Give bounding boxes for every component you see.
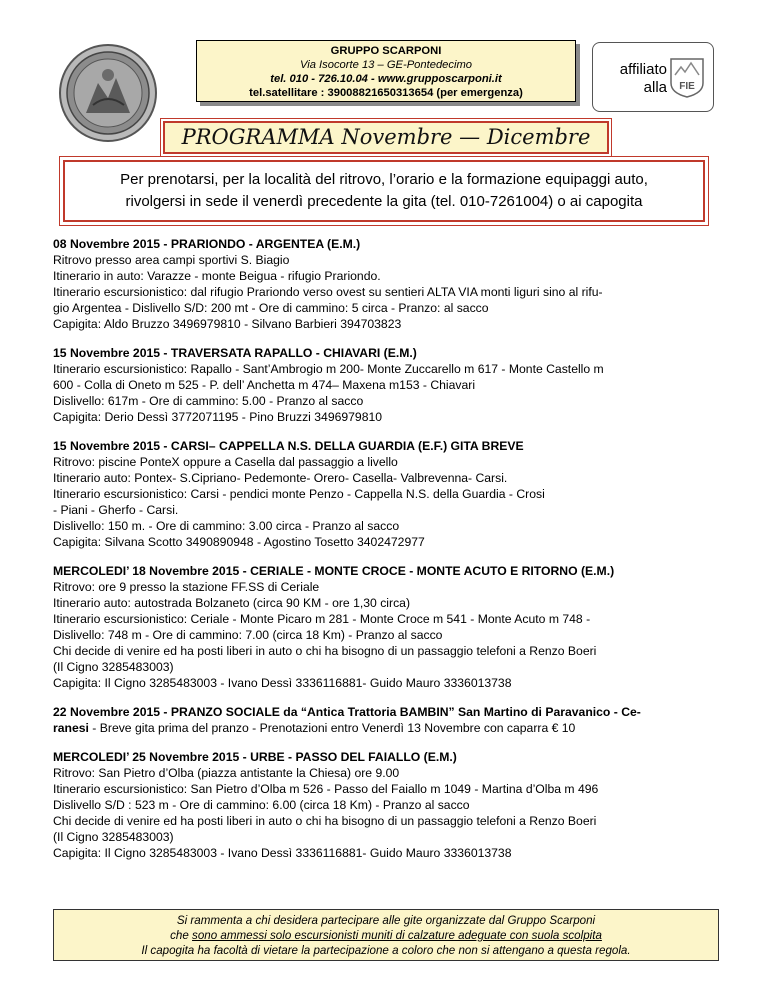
excursion-line: Ritrovo presso area campi sportivi S. Biagio	[53, 253, 290, 267]
footer-line3: Il capogita ha facoltà di vietare la partecipazione a coloro che non si attengano a questa regola.	[141, 944, 631, 957]
excursion-line: Capigita: Aldo Bruzzo 3496979810 - Silvano Barbieri 394703823	[53, 317, 402, 331]
excursion-line: Dislivello: 748 m - Ore di cammino: 7.00 (circa 18 Km) - Pranzo al sacco	[53, 628, 443, 642]
excursion-line: Capigita: Il Cigno 3285483003 - Ivano Dessì 3336116881- Guido Mauro 3336013738	[53, 846, 512, 860]
excursion-title: 15 Novembre 2015 - CARSI– CAPPELLA N.S. DELLA GUARDIA (E.F.) GITA BREVE	[53, 439, 524, 453]
excursion-line: Itinerario escursionistico: dal rifugio Prariondo verso ovest su sentieri ALTA VIA monti liguri sino al rifu-	[53, 285, 603, 299]
excursion-title: MERCOLEDI’ 18 Novembre 2015 - CERIALE - MONTE CROCE - MONTE ACUTO E RITORNO (E.M.)	[53, 564, 615, 578]
excursion-line: Itinerario escursionistico: San Pietro d’Olba m 526 - Passo del Faiallo m 1049 - Martina d’Olba m 496	[53, 782, 599, 796]
excursion-item	[53, 749, 721, 861]
excursion-line: (Il Cigno 3285483003)	[53, 660, 174, 674]
fie-logo-text: FIE	[679, 81, 695, 92]
excursion-line: Dislivello S/D : 523 m - Ore di cammino: 6.00 (circa 18 Km) - Pranzo al sacco	[53, 798, 470, 812]
excursion-title-continued	[53, 720, 721, 736]
booking-info-line2: rivolgersi in sede il venerdì precedente la gita (tel. 010-7261004) o ai capogita	[125, 193, 643, 210]
excursion-line: Dislivello: 150 m. - Ore di cammino: 3.00 circa - Pranzo al sacco	[53, 519, 400, 533]
excursion-line: Capigita: Derio Dessì 3772071195 - Pino Bruzzi 3496979810	[53, 410, 383, 424]
affiliation-line2: alla	[643, 79, 667, 96]
excursion-line: Itinerario escursionistico: Carsi - pendici monte Penzo - Cappella N.S. della Guardia - Crosi	[53, 487, 545, 501]
program-title: PROGRAMMA Novembre — Dicembre	[163, 121, 609, 154]
excursion-line: 600 - Colla di Oneto m 525 - P. dell’ Anchetta m 474– Maxena m153 - Chiavari	[53, 378, 476, 392]
excursion-line: (Il Cigno 3285483003)	[53, 830, 174, 844]
excursion-line: Ritrovo: ore 9 presso la stazione FF.SS di Ceriale	[53, 580, 320, 594]
fie-shield-icon	[669, 57, 705, 99]
footer-underlined-rule: sono ammessi solo escursionisti muniti di calzature adeguate con suola scolpita	[192, 929, 602, 942]
excursion-item	[53, 704, 721, 736]
footer-line2-prefix: che	[170, 929, 193, 942]
fie-affiliation-badge	[592, 42, 714, 112]
footer-line2	[54, 928, 718, 943]
excursion-title-part: ranesi	[53, 721, 89, 735]
excursion-item	[53, 345, 721, 425]
excursion-item	[53, 563, 721, 691]
footer-notice	[53, 909, 719, 961]
group-seal-logo	[58, 43, 158, 143]
excursion-line: Chi decide di venire ed ha posti liberi in auto o chi ha bisogno di un passaggio telefoni a Renzo Boeri	[53, 814, 597, 828]
excursion-title-rest: - Breve gita prima del pranzo - Prenotazioni entro Venerdì 13 Novembre con caparra € 10	[88, 721, 576, 735]
excursion-item	[53, 438, 721, 550]
excursion-title: 08 Novembre 2015 - PRARIONDO - ARGENTEA (E.M.)	[53, 237, 361, 251]
excursion-line: Ritrovo: San Pietro d’Olba (piazza antistante la Chiesa) ore 9.00	[53, 766, 400, 780]
excursion-item	[53, 236, 721, 332]
affiliation-line1: affiliato	[619, 61, 667, 78]
header-box	[196, 40, 576, 102]
affiliation-text	[601, 61, 667, 97]
excursion-title: MERCOLEDI’ 25 Novembre 2015 - URBE - PASSO DEL FAIALLO (E.M.)	[53, 750, 457, 764]
org-name: GRUPPO SCARPONI	[330, 45, 442, 57]
excursion-line: Dislivello: 617m - Ore di cammino: 5.00 - Pranzo al sacco	[53, 394, 364, 408]
excursion-line: - Piani - Gherfo - Carsi.	[53, 503, 179, 517]
org-satellite-phone: tel.satellitare : 39008821650313654 (per emergenza)	[249, 87, 523, 99]
org-phone-website: tel. 010 - 726.10.04 - www.grupposcarponi.it	[270, 73, 502, 85]
excursion-line: Itinerario auto: Pontex- S.Cipriano- Pedemonte- Orero- Casella- Valbrevenna- Carsi.	[53, 471, 508, 485]
excursion-line: Itinerario escursionistico: Ceriale - Monte Picaro m 281 - Monte Croce m 541 - Monte Acuto m 748 -	[53, 612, 591, 626]
excursion-line: gio Argentea - Dislivello S/D: 200 mt - Ore di cammino: 5 circa - Pranzo: al sacco	[53, 301, 489, 315]
excursion-line: Itinerario escursionistico: Rapallo - Sant’Ambrogio m 200- Monte Zuccarello m 617 - Monte Castello m	[53, 362, 604, 376]
excursion-line: Chi decide di venire ed ha posti liberi in auto o chi ha bisogno di un passaggio telefoni a Renzo Boeri	[53, 644, 597, 658]
booking-info-line1: Per prenotarsi, per la località del ritrovo, l’orario e la formazione equipaggi auto,	[120, 171, 648, 188]
excursion-list	[53, 236, 721, 874]
excursion-line: Capigita: Silvana Scotto 3490890948 - Agostino Tosetto 3402472977	[53, 535, 425, 549]
excursion-title: 22 Novembre 2015 - PRANZO SOCIALE da “Antica Trattoria BAMBIN” San Martino di Paravanico - Ce-	[53, 705, 641, 719]
excursion-line: Capigita: Il Cigno 3285483003 - Ivano Dessì 3336116881- Guido Mauro 3336013738	[53, 676, 512, 690]
excursion-line: Itinerario auto: autostrada Bolzaneto (circa 90 KM - ore 1,30 circa)	[53, 596, 410, 610]
booking-info-box	[63, 160, 705, 222]
org-address: Via Isocorte 13 – GE-Pontedecimo	[299, 59, 473, 71]
excursion-line: Ritrovo: piscine PonteX oppure a Casella dal passaggio a livello	[53, 455, 398, 469]
excursion-title: 15 Novembre 2015 - TRAVERSATA RAPALLO - CHIAVARI (E.M.)	[53, 346, 417, 360]
excursion-line: Itinerario in auto: Varazze - monte Beigua - rifugio Prariondo.	[53, 269, 381, 283]
footer-line1: Si rammenta a chi desidera partecipare alle gite organizzate dal Gruppo Scarponi	[176, 914, 596, 927]
